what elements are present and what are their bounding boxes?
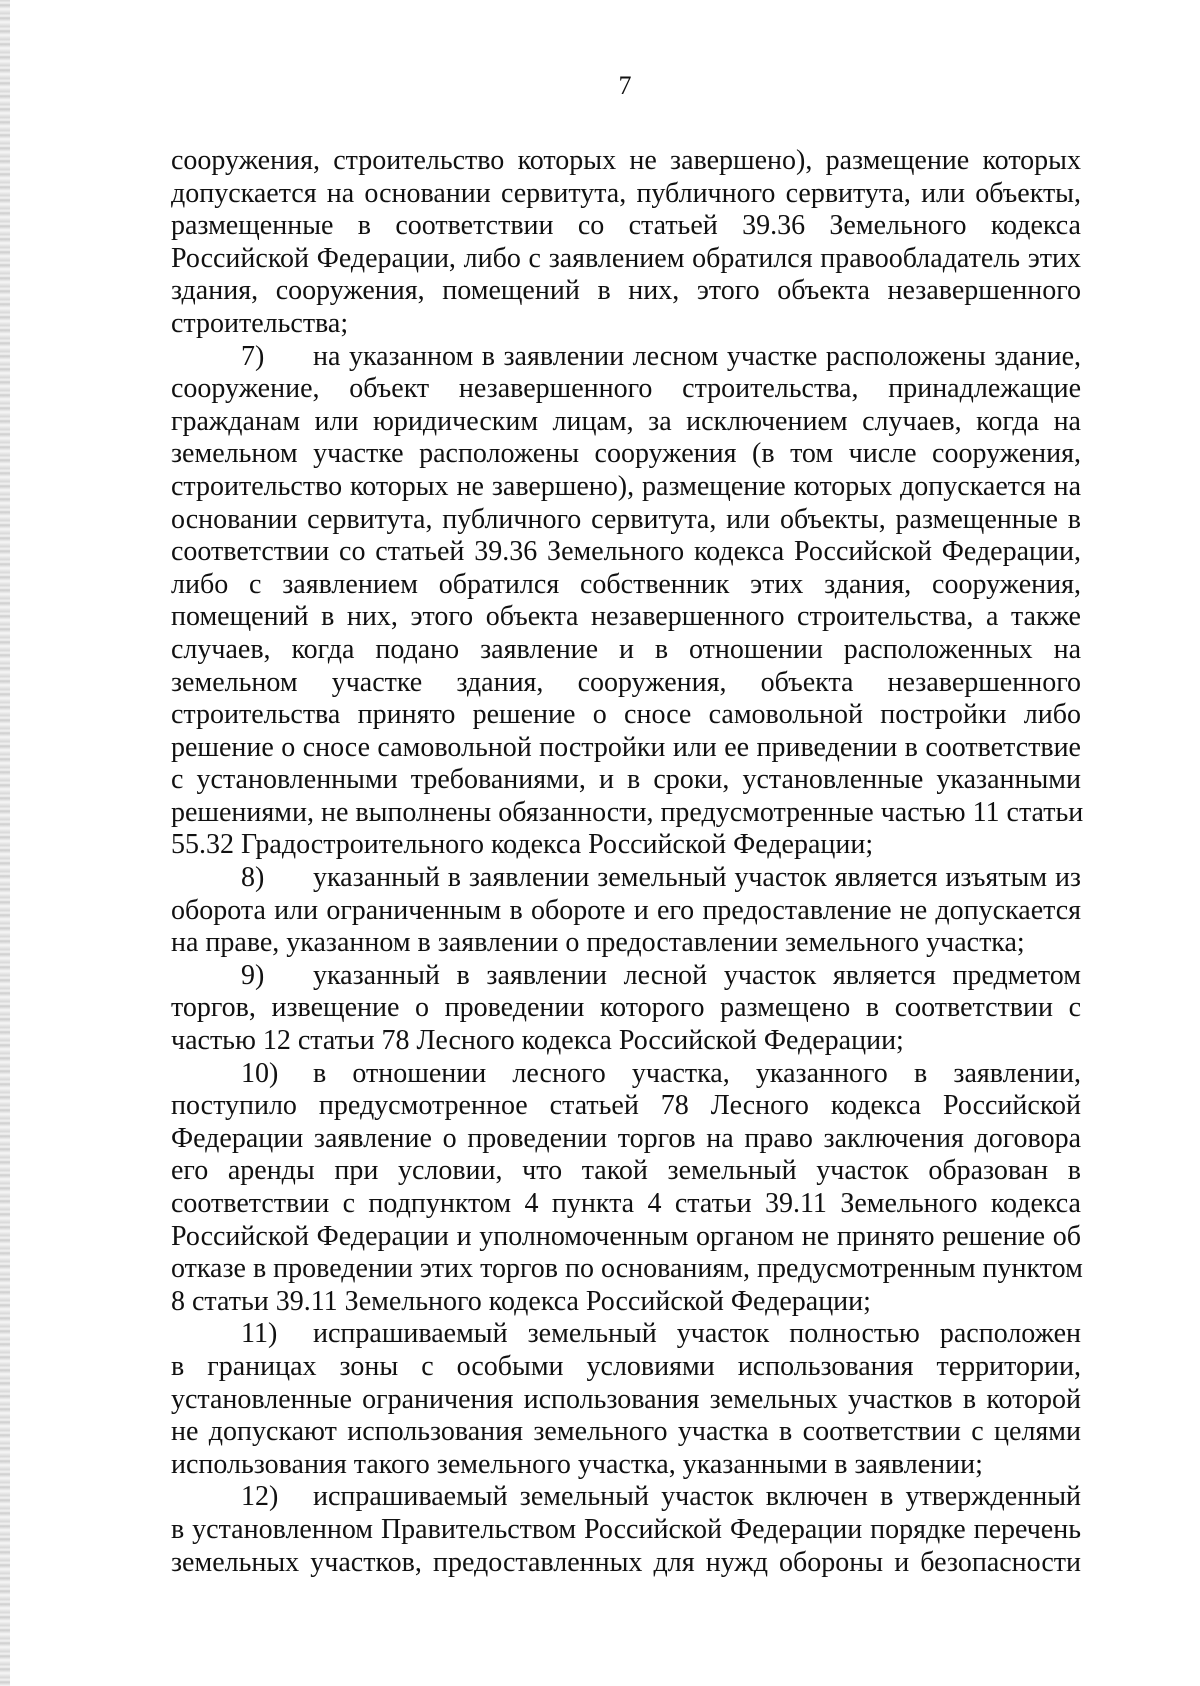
text-line — [171, 406, 1081, 439]
list-item-number: 11) — [241, 1318, 278, 1350]
text-line — [171, 1318, 1081, 1351]
text-line-content: частью 12 статьи 78 Лесного кодекса Российской Федерации; — [171, 1025, 904, 1057]
text-line — [171, 796, 1084, 830]
text-line-content: в установленном Правительством Российской Федерации порядке перечень — [171, 1513, 1081, 1545]
text-line-content: сооружения, строительство которых не завершено), размещение которых — [171, 145, 1081, 176]
text-line — [171, 1384, 1081, 1417]
text-line — [171, 1221, 1081, 1254]
text-line — [171, 1481, 1081, 1514]
text-line-content: земельных участков, предоставленных для нужд обороны и безопасности — [171, 1546, 1081, 1578]
list-item-number: 8) — [241, 862, 265, 894]
list-item-number: 9) — [241, 959, 265, 991]
text-line-content: Российской Федерации и уполномоченным органом не принято решение об — [171, 1220, 1081, 1252]
text-line-content: помещений в них, этого объекта незавершенного строительства, а также — [171, 601, 1081, 633]
text-line-content: на указанном в заявлении лесном участке расположены здание, — [313, 340, 1081, 372]
text-line — [171, 1514, 1081, 1547]
list-item-9 — [171, 960, 1081, 1058]
text-line — [171, 308, 1081, 341]
text-line — [171, 927, 1081, 960]
text-line — [171, 862, 1081, 895]
list-item-12 — [171, 1481, 1081, 1579]
text-line — [171, 1351, 1081, 1384]
text-line-content: установленные ограничения использования земельных участков в которой — [171, 1383, 1081, 1415]
text-line-content: оборота или ограниченным в обороте и его предоставление не допускается — [171, 894, 1081, 926]
text-line-content: либо с заявлением обратился собственник этих здания, сооружения, — [171, 568, 1081, 600]
text-line — [171, 536, 1081, 569]
text-line-content: отказе в проведении этих торгов по основаниям, предусмотренным пунктом — [171, 1253, 1083, 1285]
text-line — [171, 1155, 1081, 1188]
page-number: 7 — [618, 71, 632, 100]
text-line — [171, 178, 1081, 211]
text-line-content: соответствии со статьей 39.36 Земельного кодекса Российской Федерации, — [171, 536, 1081, 568]
text-line-content: основании сервитута, публичного сервитута, или объекты, размещенные в — [171, 503, 1081, 535]
text-line — [171, 960, 1081, 993]
text-line-content: в отношении лесного участка, указанного в заявлении, — [313, 1057, 1081, 1089]
text-line-content: допускается на основании сервитута, публичного сервитута, или объекты, — [171, 177, 1081, 209]
text-line — [171, 145, 1081, 178]
text-line — [171, 341, 1081, 374]
text-line-content: испрашиваемый земельный участок полностью расположен — [313, 1318, 1081, 1350]
text-line-content: в границах зоны с особыми условиями использования территории, — [171, 1350, 1081, 1382]
text-line-content: 8 статьи 39.11 Земельного кодекса Российской Федерации; — [171, 1285, 871, 1317]
text-line — [171, 504, 1081, 537]
text-line-content: сооружение, объект незавершенного строительства, принадлежащие — [171, 373, 1081, 405]
text-line — [171, 1123, 1081, 1156]
text-line-content: Российской Федерации, либо с заявлением обратился правообладатель этих — [171, 242, 1081, 274]
text-line — [171, 438, 1081, 471]
text-line-content: строительство которых не завершено), размещение которых допускается на — [171, 470, 1081, 502]
text-line-content: здания, сооружения, помещений в них, этого объекта незавершенного — [171, 275, 1081, 307]
text-line — [171, 1286, 1081, 1319]
text-line-content: поступило предусмотренное статьей 78 Лесного кодекса Российской — [171, 1090, 1081, 1122]
text-line-content: размещенные в соответствии со статьей 39.36 Земельного кодекса — [171, 210, 1081, 242]
text-line-content: решениями, не выполнены обязанности, предусмотренные частью 11 статьи — [171, 796, 1084, 828]
text-line — [171, 1025, 1081, 1058]
text-line-content: строительства принято решение о сносе самовольной постройки либо — [171, 699, 1081, 731]
text-line-content: его аренды при условии, что такой земельный участок образован в — [171, 1155, 1081, 1187]
list-item-10 — [171, 1058, 1081, 1319]
text-line — [171, 1253, 1081, 1286]
text-line — [171, 764, 1081, 797]
text-line — [171, 373, 1081, 406]
text-line-content: случаев, когда подано заявление и в отношении расположенных на — [171, 633, 1081, 665]
text-line-content: торгов, извещение о проведении которого размещено в соответствии с — [171, 992, 1081, 1024]
text-line-content: 55.32 Градостроительного кодекса Российской Федерации; — [171, 829, 874, 861]
text-line — [171, 829, 1081, 862]
text-line-content: испрашиваемый земельный участок включен в утвержденный — [313, 1481, 1081, 1513]
text-line-content: строительства; — [171, 307, 349, 339]
text-line — [171, 667, 1081, 700]
list-item-11 — [171, 1318, 1081, 1481]
text-line-content: земельном участке расположены сооружения (в том числе сооружения, — [171, 438, 1081, 470]
text-line-content: Федерации заявление о проведении торгов на право заключения договора — [171, 1122, 1081, 1154]
text-line — [171, 1547, 1081, 1580]
text-line — [171, 1090, 1081, 1123]
text-line-content: не допускают использования земельного участка в соответствии с целями — [171, 1416, 1081, 1448]
text-line — [171, 992, 1081, 1025]
text-line — [171, 1416, 1081, 1449]
text-line-content: на праве, указанном в заявлении о предоставлении земельного участка; — [171, 927, 1025, 959]
text-line — [171, 895, 1081, 928]
text-line — [171, 1449, 1081, 1482]
list-item-number: 12) — [241, 1481, 279, 1513]
text-line-content: указанный в заявлении земельный участок является изъятым из — [313, 862, 1081, 894]
text-line — [171, 1188, 1081, 1221]
text-line — [171, 275, 1081, 308]
list-item-number: 10) — [241, 1057, 279, 1089]
text-line — [171, 210, 1081, 243]
list-item-8 — [171, 862, 1081, 960]
text-line — [171, 634, 1081, 667]
text-line-content: решение о сносе самовольной постройки или ее приведении в соответствие — [171, 731, 1081, 763]
list-item-number: 7) — [241, 340, 265, 372]
text-line — [171, 569, 1081, 602]
text-line — [171, 471, 1081, 504]
paragraph-continuation — [171, 145, 1081, 341]
text-line-content: гражданам или юридическим лицам, за исключением случаев, когда на — [171, 405, 1081, 437]
document-body — [171, 145, 1084, 1579]
list-item-7 — [171, 340, 1084, 863]
text-line — [171, 699, 1081, 732]
scan-edge-artifact — [0, 0, 10, 1686]
text-line — [171, 1058, 1081, 1091]
text-line-content: соответствии с подпунктом 4 пункта 4 статьи 39.11 Земельного кодекса — [171, 1188, 1081, 1219]
text-line — [171, 243, 1081, 276]
text-line-content: указанный в заявлении лесной участок является предметом — [313, 959, 1081, 991]
text-line — [171, 732, 1081, 765]
text-line-content: с установленными требованиями, и в сроки, установленные указанными — [171, 764, 1081, 796]
text-line-content: использования такого земельного участка, указанными в заявлении; — [171, 1448, 983, 1480]
text-line-content: земельном участке здания, сооружения, объекта незавершенного — [171, 666, 1081, 698]
text-line — [171, 601, 1081, 634]
